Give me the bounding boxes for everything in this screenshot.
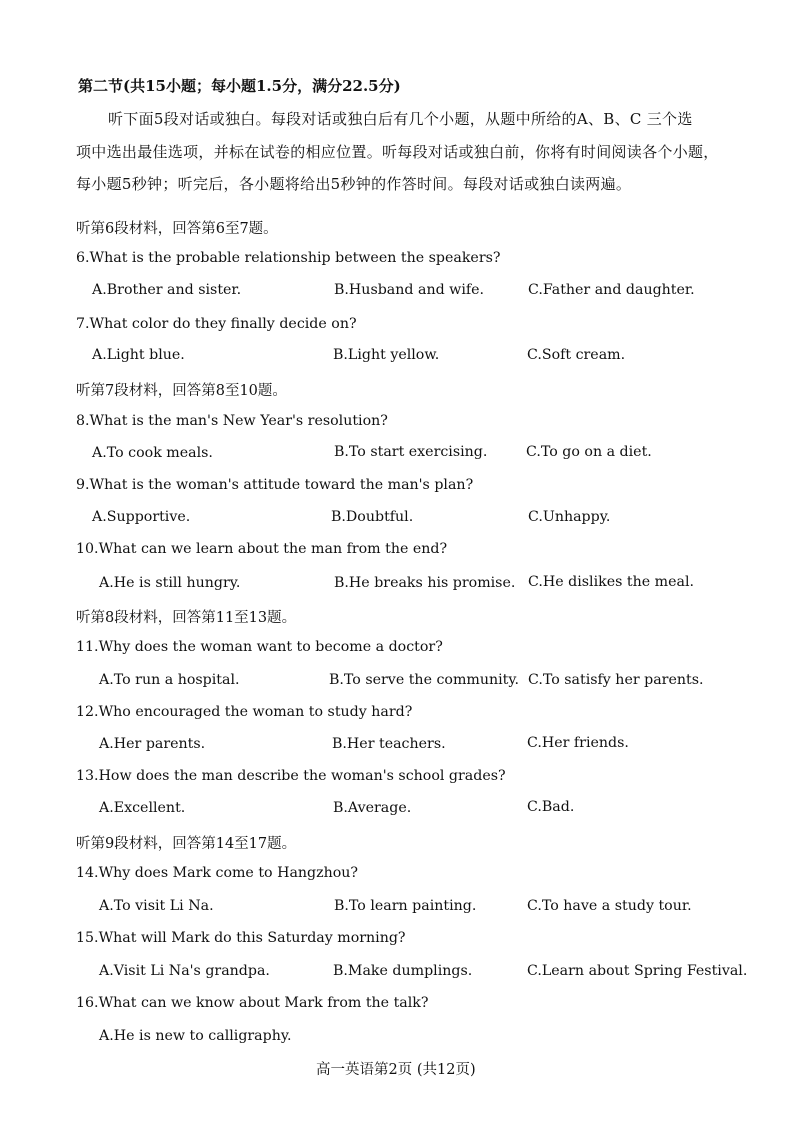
question-9-stem: 9.What is the woman's attitude toward the man's plan? [76, 477, 474, 493]
question-9-option-c[interactable]: C.Unhappy. [528, 509, 611, 525]
section-heading: 第二节(共15小题；每小题1.5分，满分22.5分) [78, 77, 401, 95]
question-7-option-c[interactable]: C.Soft cream. [527, 347, 626, 363]
instructions-line-1: 听下面5段对话或独白。每段对话或独白后有几个小题，从题中所给的A、B、C 三个选 [108, 110, 693, 128]
question-13-option-b[interactable]: B.Average. [333, 800, 412, 816]
question-12-stem: 12.Who encouraged the woman to study hard? [76, 704, 413, 720]
question-15-stem: 15.What will Mark do this Saturday morning? [76, 930, 406, 946]
question-13-stem: 13.How does the man describe the woman's school grades? [76, 768, 506, 784]
question-11-option-a[interactable]: A.To run a hospital. [99, 672, 240, 688]
instructions-line-2: 项中选出最佳选项，并标在试卷的相应位置。听每段对话或独白前，你将有时间阅读各个小题， [76, 143, 719, 161]
question-15-option-a[interactable]: A.Visit Li Na's grandpa. [99, 963, 270, 979]
question-9-option-b[interactable]: B.Doubtful. [331, 509, 414, 525]
question-11-option-c[interactable]: C.To satisfy her parents. [528, 672, 704, 688]
question-6-option-b[interactable]: B.Husband and wife. [334, 282, 485, 298]
question-6-stem: 6.What is the probable relationship between the speakers? [76, 250, 501, 266]
page-footer: 高一英语第2页 (共12页) [316, 1062, 476, 1078]
question-16-option-a[interactable]: A.He is new to calligraphy. [99, 1028, 292, 1044]
question-9-option-a[interactable]: A.Supportive. [92, 509, 191, 525]
question-7-option-a[interactable]: A.Light blue. [92, 347, 185, 363]
question-10-option-c[interactable]: C.He dislikes the meal. [528, 574, 694, 590]
question-10-option-a[interactable]: A.He is still hungry. [99, 575, 241, 591]
question-11-option-b[interactable]: B.To serve the community. [329, 672, 520, 688]
question-14-stem: 14.Why does Mark come to Hangzhou? [76, 865, 359, 881]
question-15-option-b[interactable]: B.Make dumplings. [333, 963, 473, 979]
group-intro-7: 听第7段材料，回答第8至10题。 [76, 383, 287, 399]
question-12-option-b[interactable]: B.Her teachers. [332, 736, 446, 752]
question-6-option-c[interactable]: C.Father and daughter. [528, 282, 695, 298]
question-10-option-b[interactable]: B.He breaks his promise. [334, 575, 516, 591]
question-13-option-c[interactable]: C.Bad. [527, 799, 575, 815]
question-8-option-b[interactable]: B.To start exercising. [334, 444, 488, 460]
question-12-option-a[interactable]: A.Her parents. [99, 736, 206, 752]
group-intro-9: 听第9段材料，回答第14至17题。 [76, 836, 297, 852]
question-14-option-b[interactable]: B.To learn painting. [334, 898, 477, 914]
question-8-option-a[interactable]: A.To cook meals. [92, 445, 213, 461]
question-10-stem: 10.What can we learn about the man from the end? [76, 541, 448, 557]
question-11-stem: 11.Why does the woman want to become a doctor? [76, 639, 443, 655]
question-12-option-c[interactable]: C.Her friends. [527, 735, 629, 751]
group-intro-6: 听第6段材料，回答第6至7题。 [76, 221, 278, 237]
question-6-option-a[interactable]: A.Brother and sister. [92, 282, 242, 298]
question-7-option-b[interactable]: B.Light yellow. [333, 347, 440, 363]
group-intro-8: 听第8段材料，回答第11至13题。 [76, 610, 297, 626]
instructions-line-3: 每小题5秒钟；听完后，各小题将给出5秒钟的作答时间。每段对话或独白读两遍。 [76, 175, 632, 193]
question-14-option-a[interactable]: A.To visit Li Na. [99, 898, 214, 914]
question-14-option-c[interactable]: C.To have a study tour. [527, 898, 692, 914]
question-8-stem: 8.What is the man's New Year's resolution? [76, 413, 388, 429]
question-13-option-a[interactable]: A.Excellent. [99, 800, 186, 816]
question-16-stem: 16.What can we know about Mark from the talk? [76, 995, 429, 1011]
question-8-option-c[interactable]: C.To go on a diet. [526, 444, 652, 460]
question-7-stem: 7.What color do they finally decide on? [76, 316, 357, 332]
question-15-option-c[interactable]: C.Learn about Spring Festival. [527, 963, 748, 979]
